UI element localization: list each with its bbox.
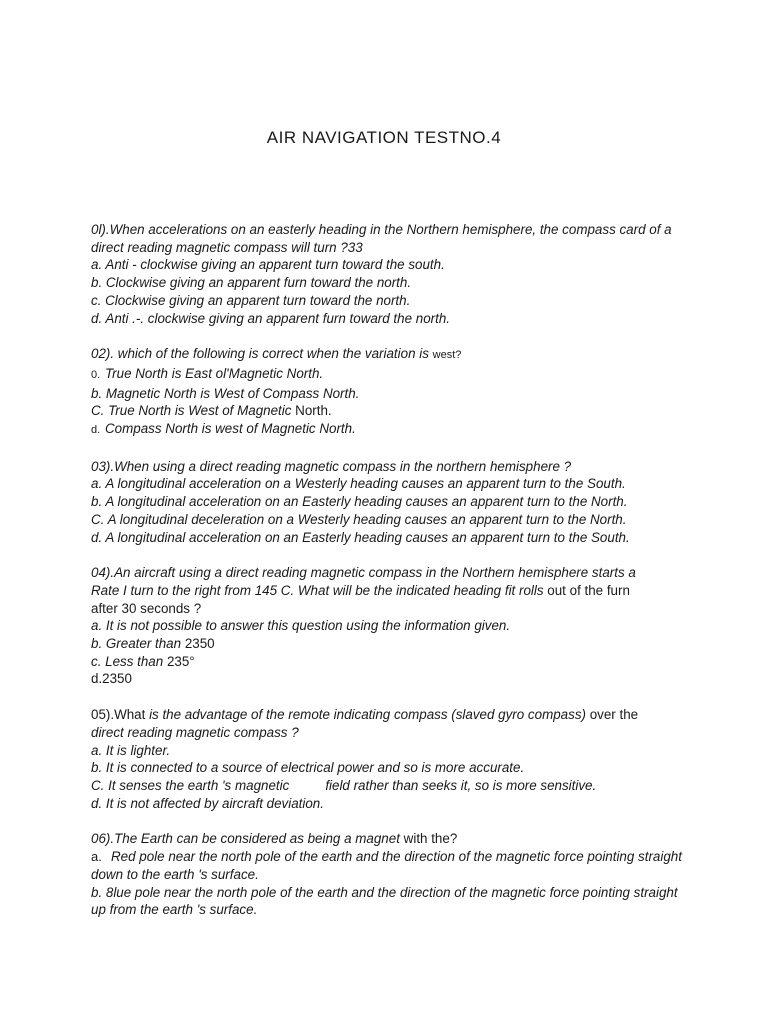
question-stem-lead: 05).What (91, 707, 146, 723)
option-c: c. Clockwise giving an apparent turn toward the north. (91, 292, 411, 308)
question-stem: 0l).When accelerations on an easterly heading in the Northern hemisphere, the compass card of a direct reading magnetic compass will turn ?33 (91, 222, 672, 255)
question-3 (91, 458, 691, 547)
option-lead: d. (91, 424, 101, 437)
option-b: b. It is connected to a source of electrical power and so is more accurate. (91, 760, 525, 776)
question-4 (91, 564, 691, 688)
option-lead: a. (91, 849, 102, 865)
option-c (91, 653, 691, 671)
question-6 (91, 830, 691, 919)
option-tail: field rather than seeks it, so is more sensitive. (325, 777, 597, 793)
option-text: b. 8lue pole near the north pole of the earth and the direction of the magnetic force pointing straight up from the earth 's surface. (91, 884, 678, 918)
question-stem (91, 830, 691, 848)
option-lead: 0. (91, 368, 101, 381)
question-stem: 03).When using a direct reading magnetic compass in the northern hemisphere ? (91, 458, 572, 474)
option-text: b. Magnetic North is West of Compass North. (91, 385, 360, 401)
option-a: a. It is not possible to answer this question using the information given. (91, 618, 511, 634)
question-stem-line-2 (91, 582, 691, 600)
option-d: d. A longitudinal acceleration on an Easterly heading causes an apparent turn to the South. (91, 529, 630, 545)
option-text: b. Greater than (91, 636, 182, 652)
option-c (91, 402, 691, 420)
question-2 (91, 345, 691, 440)
option-d: d. It is not affected by aircraft deviation. (91, 795, 324, 811)
option-tail: 235° (166, 653, 195, 669)
option-a: a. A longitudinal acceleration on a Westerly heading causes an apparent turn to the South. (91, 476, 626, 492)
option-a: a. It is lighter. (91, 742, 171, 758)
question-stem-tail: over the (589, 707, 639, 723)
question-stem-line-1: 04).An aircraft using a direct reading magnetic compass in the Northern hemisphere starts a (91, 565, 636, 581)
option-tail: 2350 (184, 636, 215, 652)
option-c: C. A longitudinal deceleration on a Westerly heading causes an apparent turn to the North. (91, 511, 627, 527)
question-1 (91, 221, 691, 327)
question-stem-line-1 (91, 706, 691, 724)
option-tail: North. (295, 403, 332, 419)
option-a (91, 848, 691, 883)
question-stem-line-2: direct reading magnetic compass ? (91, 724, 299, 740)
option-d: d. Anti .-. clockwise giving an apparent furn toward the north. (91, 310, 451, 326)
option-text: c. Less than (91, 653, 164, 669)
question-stem-main: 06).The Earth can be considered as being a magnet (91, 831, 400, 847)
question-5 (91, 706, 691, 812)
option-text: Red pole near the north pole of the earth and the direction of the magnetic force pointing straight down to the earth 's surface. (91, 849, 682, 882)
option-b: b. Clockwise giving an apparent furn toward the north. (91, 275, 412, 291)
question-stem (91, 345, 691, 365)
option-b: b. A longitudinal acceleration on an Easterly heading causes an apparent turn to the North. (91, 494, 628, 510)
question-stem-tail: out of the furn (547, 582, 630, 598)
option-a: a. Anti - clockwise giving an apparent turn toward the south. (91, 257, 445, 273)
option-a (91, 365, 691, 385)
question-stem-tail: west? (432, 349, 462, 362)
option-b (91, 635, 691, 653)
option-text: C. It senses the earth 's magnetic (91, 777, 290, 793)
question-list (91, 221, 691, 937)
option-c (91, 777, 691, 795)
question-stem-tail: with the? (403, 831, 458, 847)
option-text: True North is East ol'Magnetic North. (105, 365, 324, 381)
option-b (91, 884, 691, 919)
option-b (91, 385, 691, 403)
question-stem-main: is the advantage of the remote indicating compass (slaved gyro compass) (149, 707, 586, 723)
page-title: AIR NAVIGATION TESTNO.4 (266, 128, 502, 147)
question-stem-main: 02). which of the following is correct when the variation is (91, 346, 429, 362)
option-d (91, 420, 691, 440)
option-text: C. True North is West of Magnetic (91, 403, 292, 419)
option-d: d.2350 (91, 671, 132, 687)
option-text: Compass North is west of Magnetic North. (105, 421, 356, 437)
question-stem-line-3: after 30 seconds ? (91, 600, 202, 616)
question-stem-main: Rate I turn to the right from 145 C. What will be the indicated heading fit rolls (91, 582, 544, 598)
